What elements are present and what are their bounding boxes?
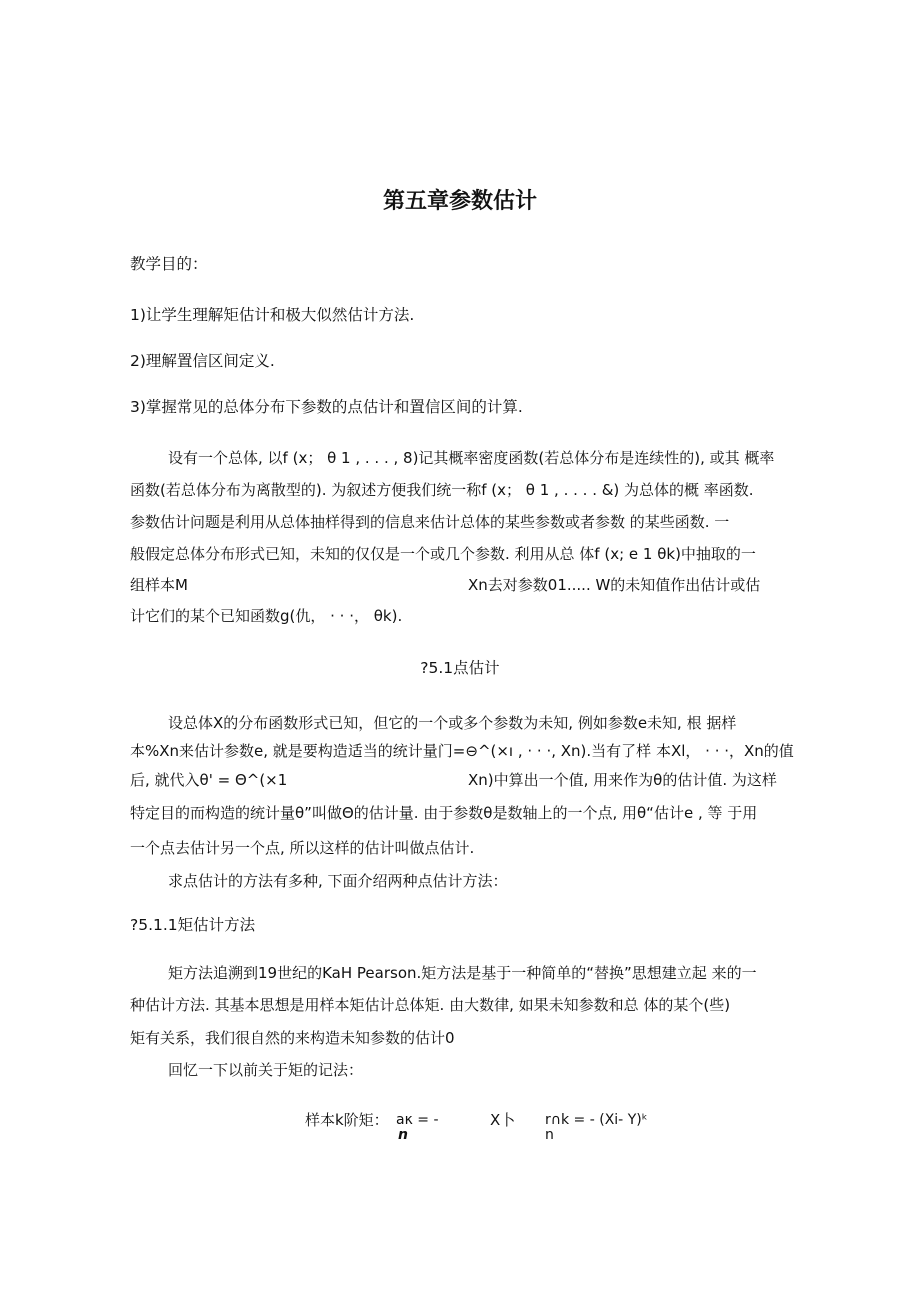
formula-part-3: r∩k = - (Xi- Y)ᵏ: [545, 1112, 648, 1128]
intro-line-1: 设有一个总体, 以f (x； θ 1 , . . . , 8)记其概率密度函数(若总体分布是连续性的), 或其 概率: [168, 449, 775, 467]
section-heading-moment-method: ?5.1.1矩估计方法: [130, 916, 256, 934]
point-line-2: 本%Xn来估计参数e, 就是要构造适当的统计量门=⊖^(×ı , · · ·, Xn).当有了样 本Xl， · · ·，Xn的值: [130, 742, 794, 760]
point-line-4: 特定目的而构造的统计量θ”叫做Θ的估计量. 由于参数θ是数轴上的一个点, 用θ“估计e , 等 于用: [130, 804, 758, 822]
point-line-3-left: 后, 就代入θ' = Θ^(×1: [130, 771, 288, 789]
formula-sub-2: n: [545, 1127, 554, 1143]
objectives-heading: 教学目的：: [130, 255, 208, 273]
point-line-6: 求点估计的方法有多种, 下面介绍两种点估计方法：: [168, 872, 508, 890]
intro-line-4: 般假定总体分布形式已知，未知的仅仅是一个或几个参数. 利用从总 体f (x; e 1 θk)中抽取的一: [130, 545, 756, 563]
objective-item-1: 1)让学生理解矩估计和极大似然估计方法.: [130, 306, 415, 324]
point-line-5: 一个点去估计另一个点, 所以这样的估计叫做点估计.: [130, 839, 475, 857]
moment-line-2: 种估计方法. 其基本思想是用样本矩估计总体矩. 由大数律, 如果未知参数和总 体的某个(些): [130, 996, 731, 1014]
formula-sub-1: n: [398, 1127, 408, 1143]
intro-line-6: 计它们的某个已知函数g(仇， · · ·， θk).: [130, 607, 403, 625]
moment-line-1: 矩方法追溯到19世纪的KaH Pearson.矩方法是基于一种简单的“替换”思想建立起 来的一: [168, 964, 757, 982]
page-title: 第五章参数估计: [382, 189, 537, 214]
intro-line-5-left: 组样本M: [130, 576, 188, 594]
objective-item-3: 3)掌握常见的总体分布下参数的点估计和置信区间的计算.: [130, 398, 523, 416]
moment-line-4: 回忆一下以前关于矩的记法：: [168, 1061, 364, 1079]
formula-label: 样本k阶矩：: [305, 1111, 389, 1129]
intro-line-2: 函数(若总体分布为离散型的). 为叙述方便我们统一称f (x； θ 1 , . . . . &) 为总体的概 率函数.: [130, 481, 754, 499]
formula-part-1: aκ = -: [396, 1112, 439, 1128]
intro-line-3: 参数估计问题是利用从总体抽样得到的信息来估计总体的某些参数或者参数 的某些函数. 一: [130, 513, 730, 531]
objective-item-2: 2)理解置信区间定义.: [130, 352, 275, 370]
moment-line-3: 矩有关系，我们很自然的来构造未知参数的估计0: [130, 1029, 455, 1047]
intro-line-5-right: Xn去对参数01..... W的未知值作出估计或估: [468, 576, 761, 594]
point-line-3-right: Xn)中算出一个值, 用来作为θ的估计值. 为这样: [468, 771, 777, 789]
formula-part-2: X卜: [490, 1111, 516, 1129]
point-line-1: 设总体X的分布函数形式已知，但它的一个或多个参数为未知, 例如参数e未知, 根 据样: [168, 714, 737, 732]
section-heading-point-estimation: ?5.1点估计: [420, 659, 500, 677]
